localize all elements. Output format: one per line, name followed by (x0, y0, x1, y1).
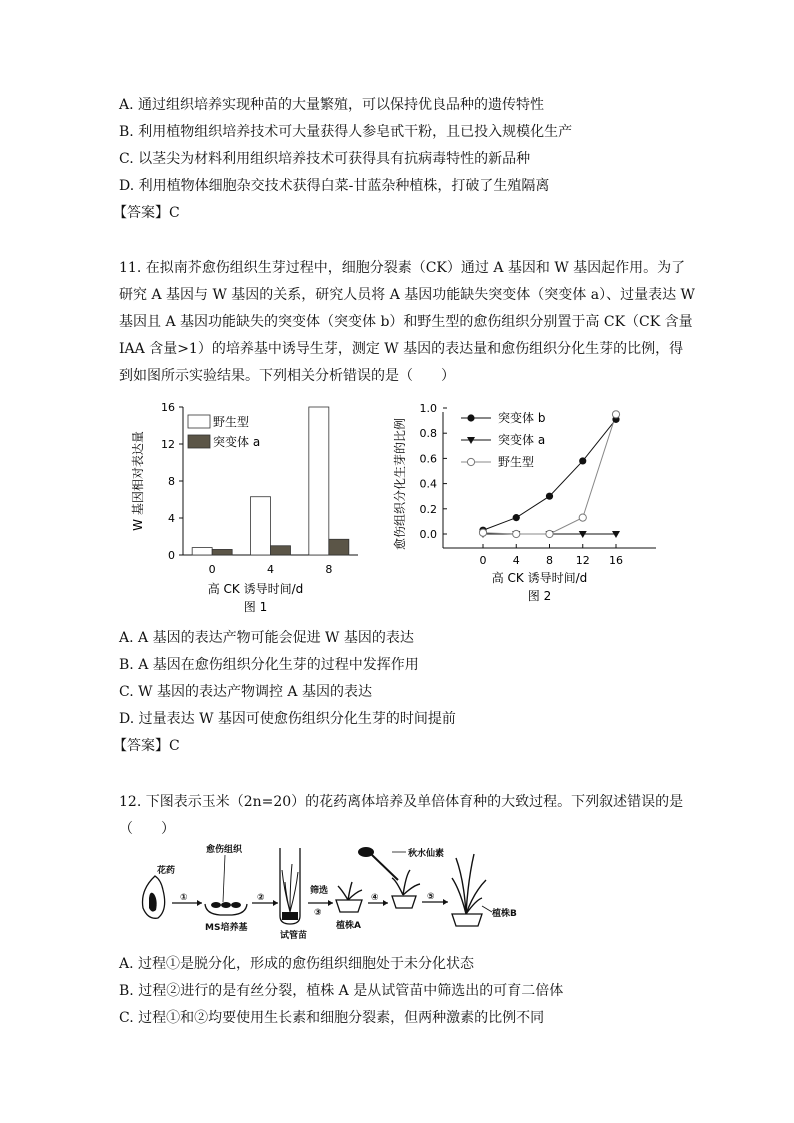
step-2-label: ② (257, 893, 265, 903)
data-point (579, 514, 586, 521)
x-tick-label: 8 (325, 563, 333, 576)
figure-caption: 图 2 (527, 589, 552, 603)
y-axis-label: W 基因相对表达量 (131, 431, 145, 531)
bar (329, 539, 349, 555)
data-point (513, 514, 520, 521)
anther-culture-process-diagram (130, 840, 540, 945)
callus-pointer (223, 855, 225, 902)
bar (251, 497, 271, 555)
pot-b-icon (452, 914, 482, 926)
y-tick-label: 1.0 (419, 402, 437, 415)
q12-option-a: A. 过程①是脱分化，形成的愈伤组织细胞处于未分化状态 (119, 956, 475, 972)
legend-label: 突变体 a (213, 435, 261, 449)
y-tick-label: 16 (161, 401, 175, 414)
callus-icon (211, 902, 221, 908)
y-tick-label: 0.8 (419, 427, 437, 441)
legend-label: 突变体 b (498, 411, 546, 425)
legend-label: 野生型 (498, 455, 535, 469)
bar (309, 407, 329, 555)
pot-treated-icon (392, 896, 416, 908)
q11-stem-line: 11. 在拟南芥愈伤组织生芽过程中，细胞分裂素（CK）通过 A 基因和 W 基因起作用。为了 (119, 260, 686, 276)
data-point (546, 530, 553, 537)
y-tick-label: 0.2 (419, 502, 437, 516)
y-tick-label: 0.6 (419, 452, 437, 466)
figure-1-bar-chart (128, 395, 368, 615)
seedling-icon (282, 864, 298, 912)
label-ms-medium: MS培养基 (205, 923, 248, 933)
step-4-label: ④ (371, 893, 379, 903)
x-axis-label: 高 CK 诱导时间/d (207, 582, 304, 596)
label-screen: 筛选 (310, 886, 329, 896)
q10-option-c: C. 以茎尖为材料利用组织培养技术可获得具有抗病毒特性的新品种 (119, 151, 531, 167)
y-tick-label: 4 (168, 512, 175, 525)
x-tick-label: 0 (479, 554, 487, 567)
step-5-label: ⑤ (427, 892, 435, 902)
x-tick-label: 12 (575, 554, 590, 567)
q12-option-b: B. 过程②进行的是有丝分裂，植株 A 是从试管苗中筛选出的可育二倍体 (119, 983, 564, 999)
q11-stem-line: 到如图所示实验结果。下列相关分析错误的是（ ） (119, 368, 455, 384)
y-tick-label: 0.0 (419, 528, 437, 541)
x-tick-label: 8 (546, 554, 553, 567)
figure-2-line-chart (388, 400, 678, 615)
q12-option-c: C. 过程①和②均要使用生长素和细胞分裂素，但两种激素的比例不同 (119, 1010, 545, 1026)
label-anther: 花药 (157, 866, 176, 876)
plant-a-icon (338, 882, 362, 900)
q11-answer: 【答案】C (113, 738, 180, 754)
label-plant-a: 植株A (336, 921, 361, 931)
label-callus: 愈伤组织 (206, 845, 243, 855)
legend-swatch (188, 415, 210, 428)
q11-option-b: B. A 基因在愈伤组织分化生芽的过程中发挥作用 (119, 657, 419, 673)
q11-option-d: D. 过量表达 W 基因可使愈伤组织分化生芽的时间提前 (119, 711, 456, 727)
q12-stem-line: （ ） (119, 821, 175, 837)
q11-stem-line: 研究 A 基因与 W 基因的关系，研究人员将 A 基因功能缺失突变体（突变体 a）、过量表达 W (119, 287, 695, 303)
plant-b-icon (452, 854, 486, 914)
label-colchicine: 秋水仙素 (408, 849, 445, 859)
label-seedling: 试管苗 (280, 931, 308, 941)
q11-option-a: A. A 基因的表达产物可能会促进 W 基因的表达 (119, 630, 414, 646)
q10-option-d: D. 利用植物体细胞杂交技术获得白菜-甘蓝杂种植株，打破了生殖隔离 (119, 178, 550, 194)
data-point (467, 458, 474, 465)
x-tick-label: 16 (609, 554, 623, 567)
x-tick-label: 0 (208, 563, 216, 576)
x-tick-label: 4 (512, 554, 520, 567)
y-axis-label: 愈伤组织分化生芽的比例 (393, 417, 407, 551)
bar (271, 546, 291, 555)
legend-label: 野生型 (213, 415, 250, 429)
plant-treated-icon (392, 870, 420, 895)
q10-answer: 【答案】C (113, 205, 180, 221)
y-tick-label: 0.4 (419, 477, 437, 491)
dropper-icon (372, 855, 398, 880)
step-1-label: ① (180, 893, 188, 903)
data-point (467, 414, 474, 421)
data-point (579, 457, 586, 464)
legend-swatch (188, 435, 210, 448)
data-point (513, 530, 520, 537)
y-tick-label: 8 (168, 475, 175, 488)
pot-a-icon (336, 900, 362, 912)
x-tick-label: 4 (267, 563, 274, 576)
x-axis-label: 高 CK 诱导时间/d (491, 571, 588, 585)
bar (212, 549, 232, 555)
q11-stem-line: IAA 含量>1）的培养基中诱导生芽，测定 W 基因的表达量和愈伤组织分化生芽的比例，得 (119, 341, 684, 357)
q11-option-c: C. W 基因的表达产物调控 A 基因的表达 (119, 684, 372, 700)
data-point (546, 493, 553, 500)
q11-stem-line: 基因且 A 基因功能缺失的突变体（突变体 b）和野生型的愈伤组织分别置于高 CK（CK 含量 (119, 314, 693, 330)
q12-stem-line: 12. 下图表示玉米（2n=20）的花药离体培养及单倍体育种的大致过程。下列叙述错误的是 (119, 794, 684, 810)
y-tick-label: 0 (168, 549, 175, 562)
legend-label: 突变体 a (498, 433, 546, 447)
data-point (479, 529, 486, 536)
q10-option-b: B. 利用植物组织培养技术可大量获得人参皂甙干粉，且已投入规模化生产 (119, 124, 573, 140)
data-point (612, 411, 619, 418)
step-3-label: ③ (314, 908, 322, 918)
label-plant-b: 植株B (492, 909, 517, 919)
anther-sac-icon (149, 893, 157, 912)
bar (192, 548, 212, 555)
y-tick-label: 12 (161, 438, 175, 451)
q10-option-a: A. 通过组织培养实现种苗的大量繁殖，可以保持优良品种的遗传特性 (119, 97, 545, 113)
figure-caption: 图 1 (243, 600, 268, 614)
